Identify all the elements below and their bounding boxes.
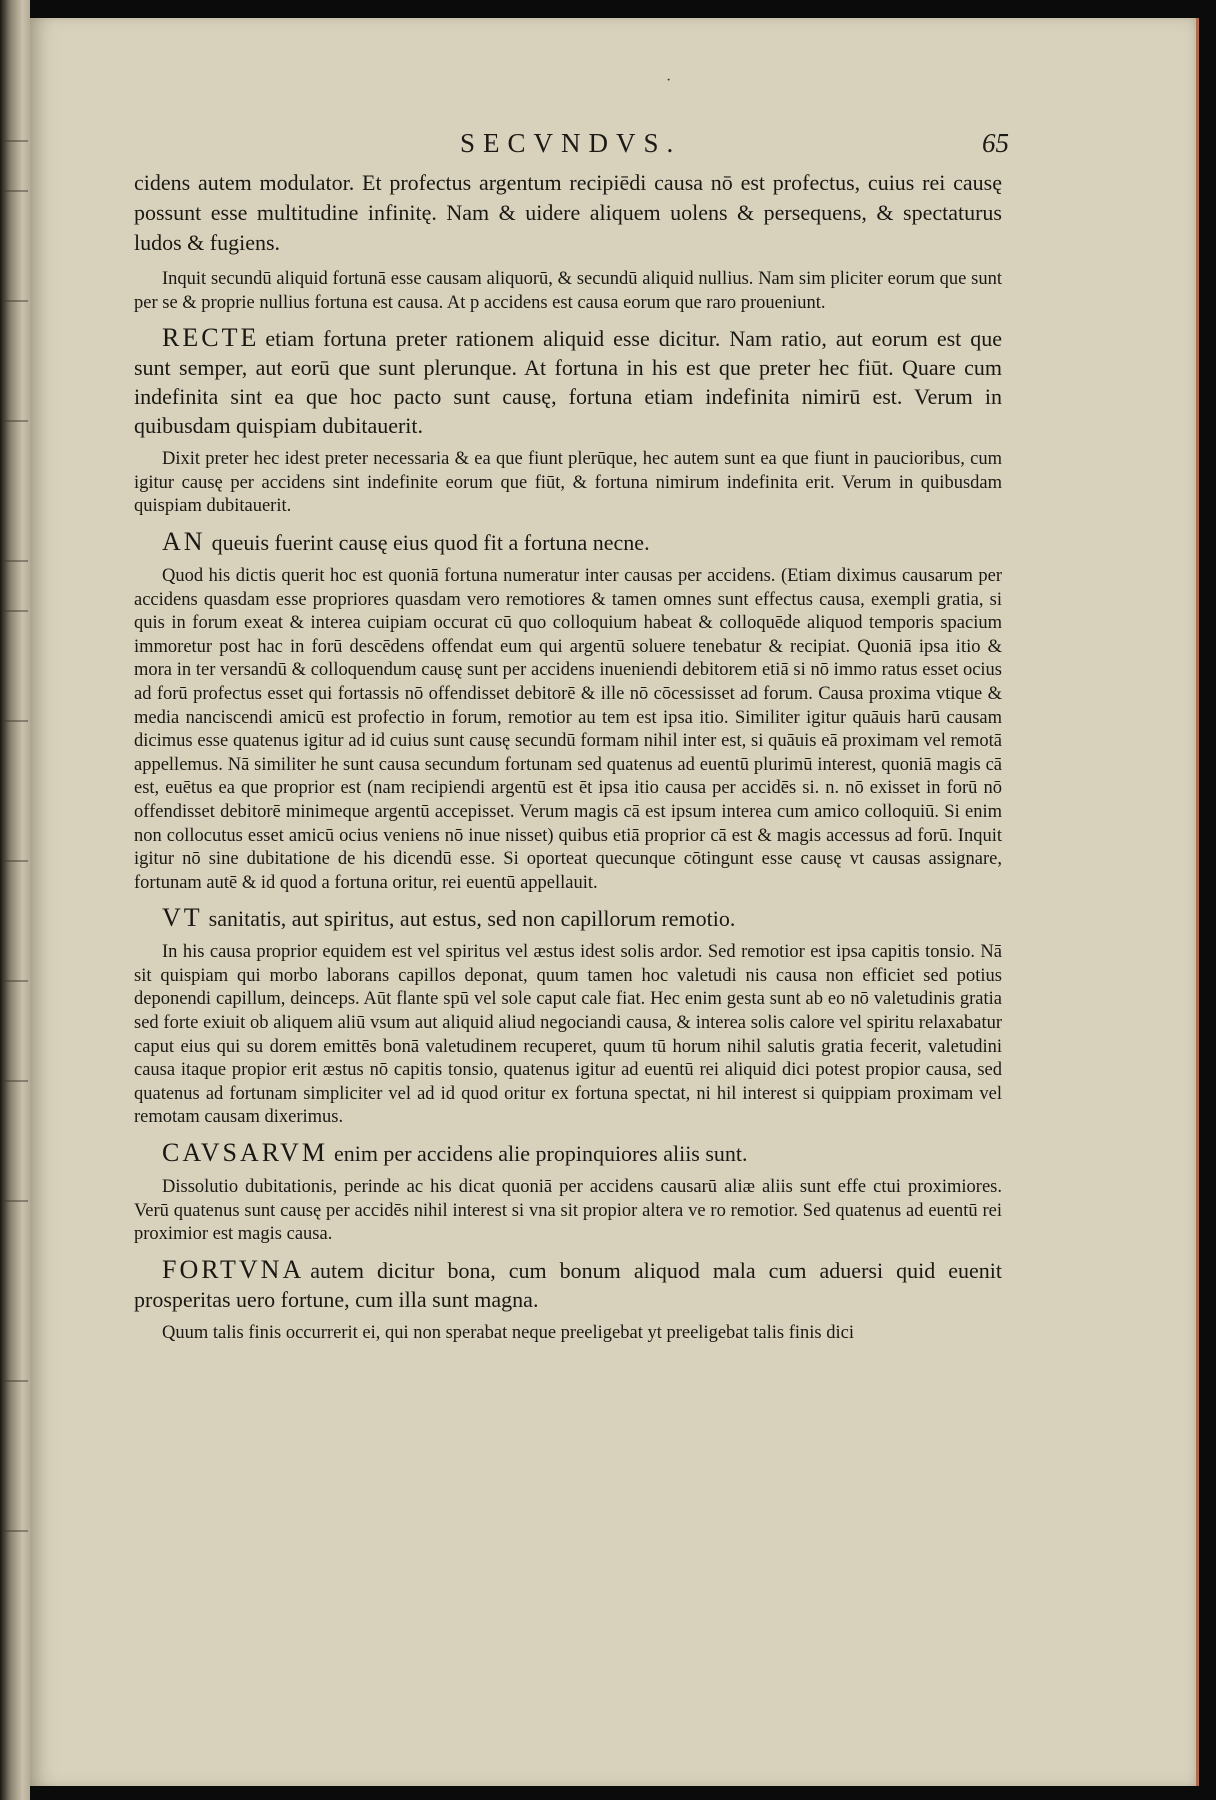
commentary-paragraph: Inquit secundū aliquid fortunā esse causam aliquorū, & secundū aliquid nullius. Nam sim pliciter eorum que sunt per se & proprie nullius fortuna est causa. At p accidens est causa eorum que raro proueniunt. [134, 269, 1002, 313]
commentary-paragraph: Quod his dictis querit hoc est quoniā fortuna numeratur inter causas per accidens. (Etiam diximus causarum per accidens quasdam esse propriores quasdam vero remotiores & tamen omnes sunt effectus causa, exempli gratia, si quis in forum exeat & interea cuipiam occurat cū quo colloquium habeat & colloquēde aliquod temporis spacium immoretur post hac in forū descēdens offendat eum qui argentū soluere tenebatur & recipiat. Quoniā ipsa itio & mora in ter versandū & colloquendum causę sunt per accidens inueniendi debitorem etiā si nō immo ratus esset ocius ad forū profectus esset qui fortassis nō offendisset debitorē & ille nō cōcessisset ad forum. Causa proxima vtique & media nanciscendi amicū est profectio in forum, remotior au tem est ipsa itio. Similiter igitur quāuis harū causam dicimus esse quatenus igitur ad id cuius sunt causę secundū formam nihil inter est, si quāuis eā proximam vel remotā appellemus. Nā similiter he sunt causa secundum fortunam sed quatenus ad euentū plurimū interest, quoniā magis cā est, euētus ea que proprior est (nam recipiendi argentū est ēt ipsa itio causa per accidēs si. n. nō exisset in forū nō offendisset debitorē minimeque argentū accepisset. Verum magis cā est ipsum interea cum amico colloquiū. Si enim non collocutus esset amicū ocius veniens nō inue nisset) quibus etiā proprior cā est & magis accessus ad forū. Inquit igitur nō sine dubitatione de his dicendū esse. Si oporteat quecunque cōtingunt esse causę vt causas assignare, fortunam autē & id quod a fortuna oritur, rei euentū appellauit. [134, 565, 1002, 893]
text-paragraph: cidens autem modulator. Et profectus argentum recipiēdi causa nō est profectus, cuius rei causę possunt esse multitudine infinitę. Nam & uidere aliquem uolens & persequens, & spectaturus ludos & fugiens. [134, 170, 1002, 255]
running-head: SECVNDVS. [460, 128, 682, 158]
page-number: 65 [982, 128, 1009, 158]
lemma-lead: VT [162, 903, 203, 933]
page-body [134, 168, 1002, 1353]
commentary-paragraph: Dixit preter hec idest preter necessaria & ea que fiunt plerūque, hec autem sunt ea que fiunt in paucioribus, cum igitur causę per accidens sint indefinite eorum que fiūt, & fortuna nimirum indefinita erit. Verum in quibusdam quispiam dubitauerit. [134, 449, 1002, 517]
lemma-paragraph [134, 527, 1002, 557]
page-header [30, 128, 1196, 168]
lemma-text: etiam fortuna preter rationem aliquid esse dicitur. Nam ratio, aut eorum est que sunt semper, aut eorū que sunt plerunque. At fortuna in his est que preter hec fiūt. Quare cum indefinita sint ea que hoc pacto sunt causę, fortuna etiam indefinita nimirū est. Verum in quibusdam quispiam dubitauerit. [134, 326, 1002, 439]
book-page [30, 18, 1199, 1786]
ink-speck: · [666, 72, 672, 89]
lemma-lead: FORTVNA [162, 1254, 305, 1284]
lemma-paragraph [134, 1138, 1002, 1168]
lemma-paragraph [134, 1255, 1002, 1314]
lemma-lead: RECTE [162, 323, 260, 353]
facing-page-edge [0, 0, 30, 1800]
lemma-text: enim per accidens alie propinquiores aliis sunt. [333, 1141, 748, 1167]
lemma-lead: CAVSARVM [162, 1138, 328, 1168]
lemma-text: sanitatis, aut spiritus, aut estus, sed non capillorum remotio. [208, 906, 736, 932]
lemma-paragraph [134, 903, 1002, 933]
lemma-paragraph [134, 323, 1002, 440]
commentary-paragraph: Quum talis finis occurrerit ei, qui non sperabat neque preeligebat yt preeligebat talis finis dici [162, 1322, 854, 1343]
lemma-lead: AN [162, 526, 206, 556]
commentary-paragraph: Dissolutio dubitationis, perinde ac his dicat quoniā per accidens causarū aliæ aliis sunt effe ctui proximiores. Verū quatenus sunt causę per accidēs nihil interest si vna sit propior altera ve ro remotior. Sed quatenus ad euentū rei proximior est magis causa. [134, 1177, 1002, 1245]
lemma-text: autem dicitur bona, cum bonum aliquod mala cum aduersi quid euenit prosperitas uero fortune, cum illa sunt magna. [134, 1257, 1002, 1312]
lemma-text: queuis fuerint causę eius quod fit a fortuna necne. [211, 529, 650, 555]
commentary-paragraph: In his causa proprior equidem est vel spiritus vel æstus idest solis ardor. Sed remotior est ipsa capitis tonsio. Nā sit quispiam qui morbo laborans capillos deponat, quum tamen hoc valetudi nis causa non efficiet sed potius deponendi capillum, deinceps. Aūt flante spū vel sole caput cale fiat. Hec enim gesta sunt ab eo nō valetudinis gratia sed forte exiuit ob aliquem aliū vsum aut aliquid aliud negociandi causa, & interea solis calore vel spiritu relaxabatur caput eius qui su dorem emittēs bonā valetudinem recuperet, quum tū horum nihil salutis gratia fecerit, valetudini causa itaque propior erit æstus nō capitis tonsio, quatenus igitur ad euentū rei aliquid dici potest propior causa, sed quatenus ad fortunam simpliciter vel ad id quod oritur ex fortuna spectat, ni hil interest si quippiam proximam vel remotam causam dixerimus. [134, 942, 1002, 1128]
